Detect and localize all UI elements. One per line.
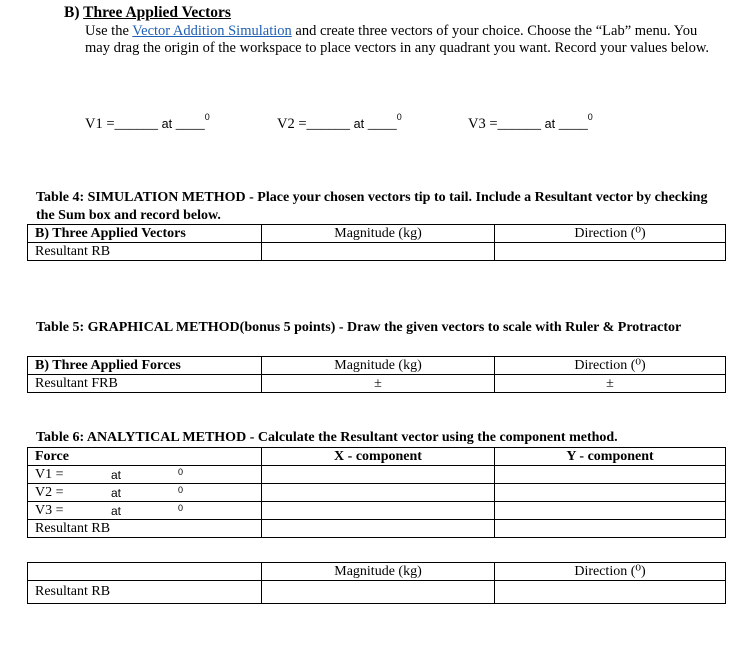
at-label: at — [111, 504, 122, 518]
table4-simulation — [27, 224, 726, 261]
direction-cell[interactable] — [495, 243, 726, 261]
vector-label: V3 = — [468, 116, 498, 132]
vector-simulation-link[interactable]: Vector Addition Simulation — [132, 23, 292, 39]
at-label: at — [111, 468, 122, 482]
magnitude-blank[interactable]: ______ — [114, 116, 159, 132]
at-label: at — [111, 486, 122, 500]
degree-mark: 0 — [178, 503, 184, 513]
magnitude-blank[interactable]: ______ — [497, 116, 542, 132]
header-cell: B) Three Applied Vectors — [28, 225, 262, 243]
angle-blank[interactable]: ____ — [558, 116, 588, 132]
x-component-cell[interactable] — [262, 466, 495, 484]
at-label: at — [544, 117, 556, 131]
intro-text-pre: Use the — [85, 23, 133, 39]
vector-label: V2 = — [35, 485, 64, 500]
table-row — [28, 520, 726, 538]
section-label: B) — [64, 4, 80, 21]
magnitude-cell[interactable] — [262, 243, 495, 261]
table6-analytical — [27, 447, 726, 538]
table-header-row — [28, 448, 726, 466]
table-row — [28, 243, 726, 261]
table-row — [28, 502, 726, 520]
table5-graphical — [27, 356, 726, 393]
direction-cell[interactable]: ± — [495, 375, 726, 393]
row-label: Resultant RB — [28, 520, 262, 538]
table-row — [28, 581, 726, 604]
force-cell[interactable] — [28, 466, 262, 484]
table6-caption — [36, 429, 716, 447]
table4-caption-text: - Place your chosen vectors tip to tail. Include a Resultant vector by checking the Sum box and record below. — [36, 190, 708, 223]
vector-label: V1 = — [85, 116, 115, 132]
header-cell: Force — [28, 448, 262, 466]
y-component-cell[interactable] — [495, 502, 726, 520]
table4-caption — [36, 189, 716, 225]
x-component-cell[interactable] — [262, 502, 495, 520]
magnitude-cell[interactable]: ± — [262, 375, 495, 393]
header-cell: Y - component — [495, 448, 726, 466]
angle-blank[interactable]: ____ — [175, 116, 205, 132]
degree-mark: 0 — [587, 112, 593, 122]
table5-caption-text: (bonus 5 points) - Draw the given vectors to scale with Ruler & Protractor — [239, 320, 682, 335]
vector-entry-2 — [277, 112, 402, 133]
table6-caption-title: Table 6: ANALYTICAL METHOD — [36, 430, 247, 445]
table-header-row — [28, 563, 726, 581]
table-row — [28, 375, 726, 393]
at-label: at — [161, 117, 173, 131]
x-component-cell[interactable] — [262, 520, 495, 538]
row-label: Resultant RB — [28, 581, 262, 604]
force-cell[interactable] — [28, 502, 262, 520]
row-label: Resultant RB — [28, 243, 262, 261]
at-label: at — [353, 117, 365, 131]
vector-entry-1 — [85, 112, 210, 133]
row-label: Resultant FRB — [28, 375, 262, 393]
header-cell: Magnitude (kg) — [262, 225, 495, 243]
vector-label: V1 = — [35, 467, 64, 482]
vector-label: V3 = — [35, 503, 64, 518]
y-component-cell[interactable] — [495, 466, 726, 484]
x-component-cell[interactable] — [262, 484, 495, 502]
table5-caption — [36, 319, 716, 337]
vector-label: V2 = — [277, 116, 307, 132]
degree-mark: 0 — [178, 485, 184, 495]
direction-cell[interactable] — [495, 581, 726, 604]
angle-blank[interactable]: ____ — [367, 116, 397, 132]
magnitude-cell[interactable] — [262, 581, 495, 604]
intro-paragraph — [85, 23, 725, 57]
table6-caption-text: - Calculate the Resultant vector using the component method. — [246, 430, 618, 445]
table-resultant-summary — [27, 562, 726, 604]
table-row — [28, 466, 726, 484]
header-cell — [28, 563, 262, 581]
header-cell: B) Three Applied Forces — [28, 357, 262, 375]
header-cell: Magnitude (kg) — [262, 357, 495, 375]
table4-caption-title: Table 4: SIMULATION METHOD — [36, 190, 246, 205]
force-cell[interactable] — [28, 484, 262, 502]
intro-text-post: and create three vectors of your choice. Choose the “Lab” menu. You may drag the origin of the workspace to place vectors in any quadrant you want. Record your values below. — [85, 23, 709, 56]
header-cell: Direction (⁰) — [495, 563, 726, 581]
header-cell: X - component — [262, 448, 495, 466]
degree-mark: 0 — [396, 112, 402, 122]
degree-mark: 0 — [178, 467, 184, 477]
header-cell: Magnitude (kg) — [262, 563, 495, 581]
header-cell: Direction (⁰) — [495, 225, 726, 243]
section-title: Three Applied Vectors — [83, 4, 231, 21]
table5-caption-title: Table 5: GRAPHICAL METHOD — [36, 320, 240, 335]
header-cell: Direction (⁰) — [495, 357, 726, 375]
y-component-cell[interactable] — [495, 484, 726, 502]
degree-mark: 0 — [204, 112, 210, 122]
section-heading — [64, 4, 231, 22]
y-component-cell[interactable] — [495, 520, 726, 538]
magnitude-blank[interactable]: ______ — [306, 116, 351, 132]
table-header-row — [28, 225, 726, 243]
vector-entry-3 — [468, 112, 593, 133]
table-row — [28, 484, 726, 502]
table-header-row — [28, 357, 726, 375]
